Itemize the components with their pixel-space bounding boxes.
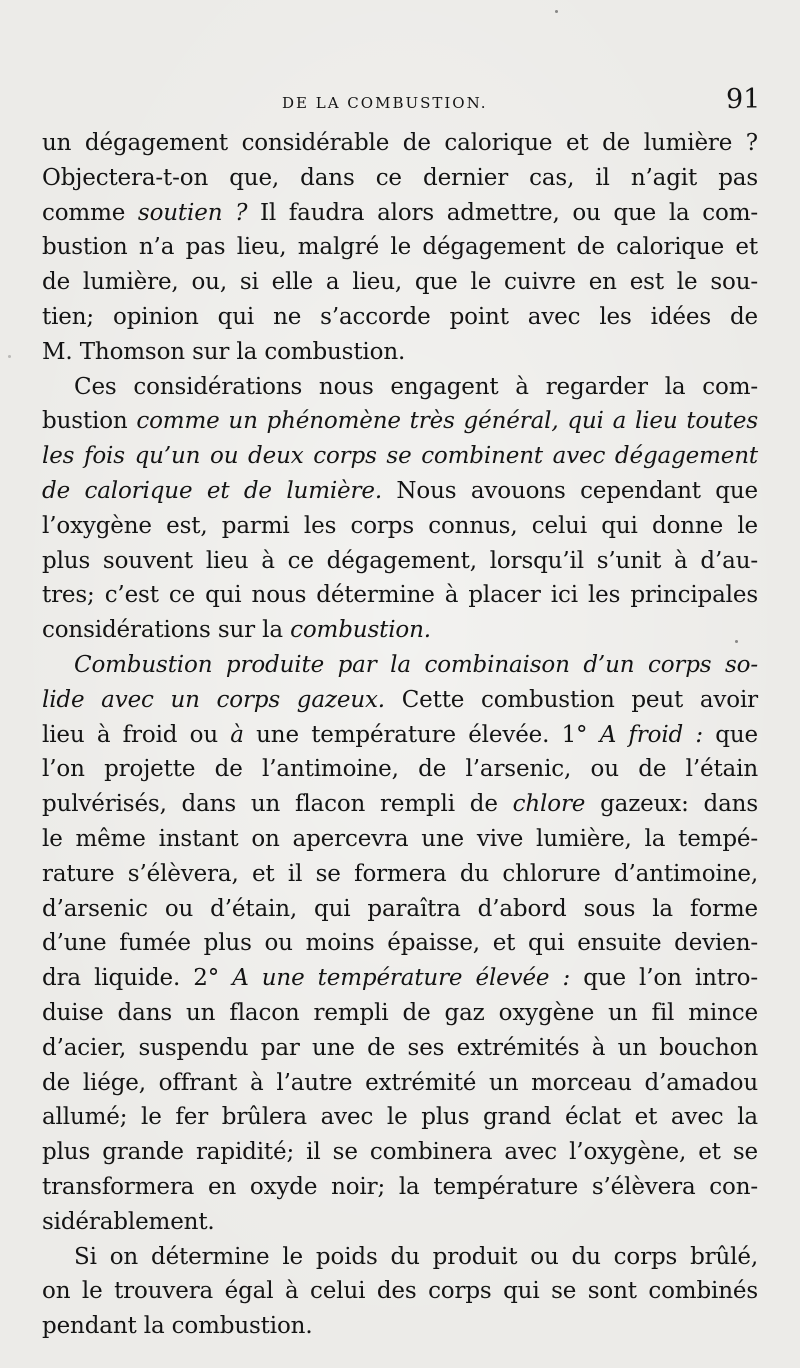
text-run: on le trouvera égal à celui des corps qui se sont combinés xyxy=(42,1278,758,1305)
italic-run: les fois qu’un ou deux corps se combinent avec dégagement xyxy=(42,443,758,470)
text-line xyxy=(42,683,758,718)
text-run: Ces considérations nous engagent à regarder la com- xyxy=(74,373,758,400)
text-run: bustion n’a pas lieu, malgré le dégagement de calorique et xyxy=(42,234,758,261)
page-number: 91 xyxy=(726,84,761,115)
text-run: Nous avouons cependant que xyxy=(381,477,758,504)
text-run: Si on détermine le poids du produit ou du corps brûlé, xyxy=(74,1243,758,1270)
text-line xyxy=(42,613,758,648)
running-title: DE LA COMBUSTION. xyxy=(282,94,488,112)
text-line xyxy=(42,961,758,996)
italic-run: de calorique et de lumière. xyxy=(42,477,382,504)
text-run: que l’on intro- xyxy=(570,965,758,992)
italic-run: A une température élevée : xyxy=(232,965,571,992)
text-line xyxy=(42,439,758,474)
text-line xyxy=(42,1274,758,1309)
text-run: sidérablement. xyxy=(42,1208,215,1235)
body-text xyxy=(42,126,758,1344)
text-line xyxy=(42,335,758,370)
text-line xyxy=(42,926,758,961)
text-line xyxy=(42,509,758,544)
text-run: le même instant on apercevra une vive lumière, la tempé- xyxy=(42,825,758,852)
scan-speck xyxy=(735,640,738,643)
text-line xyxy=(42,718,758,753)
italic-run: chlore xyxy=(512,791,586,818)
text-run: pulvérisés, dans un flacon rempli de xyxy=(42,791,513,818)
text-run: plus souvent lieu à ce dégagement, lorsqu’il s’unit à d’au- xyxy=(42,547,758,574)
italic-run: à xyxy=(230,721,244,748)
text-run: transformera en oxyde noir; la température s’élèvera con- xyxy=(42,1173,758,1200)
text-run: Cette combustion peut avoir xyxy=(384,686,758,713)
text-run: l’oxygène est, parmi les corps connus, celui qui donne le xyxy=(42,512,758,539)
scan-speck xyxy=(555,10,558,13)
text-line xyxy=(42,1170,758,1205)
text-run: pendant la combustion. xyxy=(42,1313,313,1340)
italic-run: comme un phénomène très général, qui a lieu toutes xyxy=(136,408,758,435)
text-run: gazeux: dans xyxy=(585,791,758,818)
text-run: d’arsenic ou d’étain, qui paraîtra d’abord sous la forme xyxy=(42,895,758,922)
text-line xyxy=(42,1100,758,1135)
text-run: que xyxy=(703,721,758,748)
text-line xyxy=(42,996,758,1031)
text-run: bustion xyxy=(42,408,137,435)
text-line xyxy=(42,857,758,892)
running-head xyxy=(0,84,800,118)
text-run: rature s’élèvera, et il se formera du chlorure d’antimoine, xyxy=(42,860,758,887)
text-line xyxy=(42,578,758,613)
scan-speck xyxy=(8,355,11,358)
paragraph xyxy=(42,1240,758,1344)
text-line xyxy=(42,648,758,683)
text-run: duise dans un flacon rempli de gaz oxygène un fil mince xyxy=(42,999,758,1026)
text-line xyxy=(42,404,758,439)
italic-run: Combustion produite par la combinaison d’un corps so- xyxy=(74,651,758,678)
text-run: de liége, offrant à l’autre extrémité un morceau d’amadou xyxy=(42,1069,758,1096)
text-line xyxy=(42,1309,758,1344)
text-run: plus grande rapidité; il se combinera avec l’oxygène, et se xyxy=(42,1139,758,1166)
text-run: de lumière, ou, si elle a lieu, que le cuivre en est le sou- xyxy=(42,269,758,296)
text-run: considérations sur la xyxy=(42,617,291,644)
paragraph xyxy=(42,648,758,1240)
text-run: lieu à froid ou xyxy=(42,721,231,748)
text-run: d’une fumée plus ou moins épaisse, et qui ensuite devien- xyxy=(42,930,758,957)
text-run: comme xyxy=(42,199,138,226)
text-line xyxy=(42,752,758,787)
text-run: un dégagement considérable de calorique et de lumière ? xyxy=(42,130,758,156)
text-line xyxy=(42,544,758,579)
text-line xyxy=(42,1205,758,1240)
text-line xyxy=(42,474,758,509)
text-run: Il faudra alors admettre, ou que la com- xyxy=(247,199,759,226)
italic-run: A froid : xyxy=(599,721,704,748)
paragraph xyxy=(42,126,758,370)
text-line xyxy=(42,1135,758,1170)
text-run: l’on projette de l’antimoine, de l’arsenic, ou de l’étain xyxy=(42,756,758,783)
paragraph xyxy=(42,370,758,648)
text-line xyxy=(42,300,758,335)
text-line xyxy=(42,892,758,927)
text-run: Objectera-t-on que, dans ce dernier cas, il n’agit pas xyxy=(42,164,758,191)
text-line xyxy=(42,370,758,405)
text-line xyxy=(42,265,758,300)
text-run: allumé; le fer brûlera avec le plus grand éclat et avec la xyxy=(42,1104,758,1131)
text-line xyxy=(42,1066,758,1101)
text-line xyxy=(42,126,758,161)
text-run: tien; opinion qui ne s’accorde point avec les idées de xyxy=(42,303,758,330)
italic-run: lide avec un corps gazeux. xyxy=(42,686,385,713)
italic-run: combustion. xyxy=(290,617,431,644)
text-run: d’acier, suspendu par une de ses extrémités à un bouchon xyxy=(42,1034,758,1061)
text-line xyxy=(42,196,758,231)
text-line xyxy=(42,1240,758,1275)
italic-run: soutien ? xyxy=(137,199,248,226)
text-run: une température élevée. 1° xyxy=(243,721,600,748)
text-line xyxy=(42,1031,758,1066)
text-line xyxy=(42,230,758,265)
text-run: tres; c’est ce qui nous détermine à placer ici les principales xyxy=(42,582,758,609)
text-line xyxy=(42,161,758,196)
text-run: dra liquide. 2° xyxy=(42,965,233,992)
text-line xyxy=(42,822,758,857)
text-line xyxy=(42,787,758,822)
text-run: M. Thomson sur la combustion. xyxy=(42,338,406,365)
